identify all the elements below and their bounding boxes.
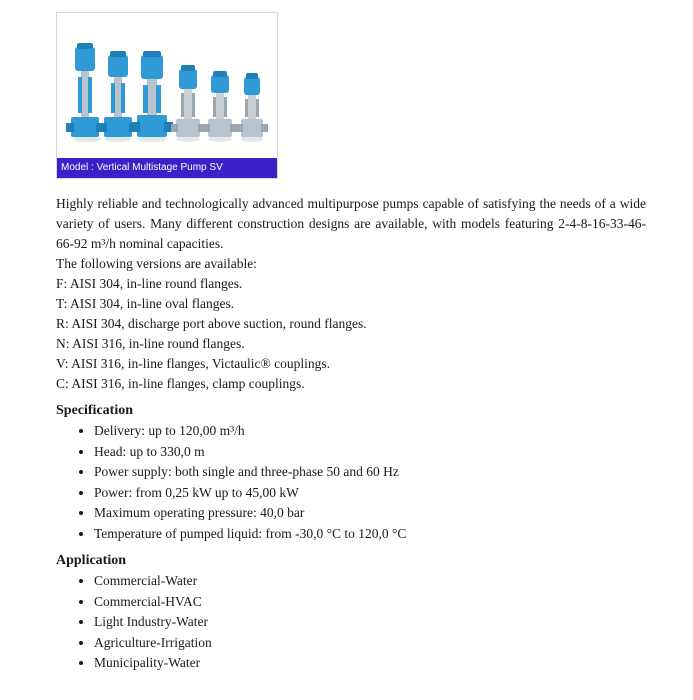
version-item: F: AISI 304, in-line round flanges. bbox=[56, 276, 243, 291]
pump-5 bbox=[203, 71, 237, 142]
application-item: • Municipality-Water bbox=[94, 653, 646, 674]
product-image-card bbox=[56, 12, 278, 179]
spec-item: • Delivery: up to 120,00 m³/h bbox=[94, 421, 646, 442]
pump-1 bbox=[66, 43, 104, 142]
versions-heading: The following versions are available: bbox=[56, 256, 257, 271]
spec-item: • Head: up to 330,0 m bbox=[94, 442, 646, 463]
spec-item: • Temperature of pumped liquid: from -30,0 °C to 120,0 °C bbox=[94, 524, 646, 545]
pump-3 bbox=[131, 51, 173, 142]
application-item: • Commercial-Water bbox=[94, 571, 646, 592]
application-item: • Agriculture-Irrigation bbox=[94, 633, 646, 654]
version-item: C: AISI 316, in-line flanges, clamp couplings. bbox=[56, 376, 305, 391]
version-item: R: AISI 304, discharge port above suction, round flanges. bbox=[56, 316, 367, 331]
application-list bbox=[56, 571, 646, 674]
version-item: N: AISI 316, in-line round flanges. bbox=[56, 336, 245, 351]
application-item: • Light Industry-Water bbox=[94, 612, 646, 633]
product-caption: Model : Vertical Multistage Pump SV bbox=[57, 158, 277, 178]
spec-item: • Maximum operating pressure: 40,0 bar bbox=[94, 503, 646, 524]
specification-list bbox=[56, 421, 646, 544]
specification-heading: Specification bbox=[56, 403, 133, 418]
version-item: T: AISI 304, in-line oval flanges. bbox=[56, 296, 235, 311]
application-item: • Commercial-HVAC bbox=[94, 592, 646, 613]
spec-item: • Power: from 0,25 kW up to 45,00 kW bbox=[94, 483, 646, 504]
pump-illustration bbox=[57, 13, 278, 179]
intro-paragraph: Highly reliable and technologically advanced multipurpose pumps capable of satisfying the needs of a wide variety of users. Many different construction designs are available, with models featuring 2-4-8-16-33-46-66-92 m³/h nominal capacities. bbox=[56, 196, 646, 251]
version-item: V: AISI 316, in-line flanges, Victaulic® couplings. bbox=[56, 356, 331, 371]
pump-4 bbox=[171, 65, 205, 142]
application-heading: Application bbox=[56, 553, 127, 568]
pump-6 bbox=[236, 73, 268, 142]
spec-item: • Power supply: both single and three-phase 50 and 60 Hz bbox=[94, 462, 646, 483]
versions-list bbox=[56, 274, 646, 394]
product-description bbox=[56, 194, 646, 674]
